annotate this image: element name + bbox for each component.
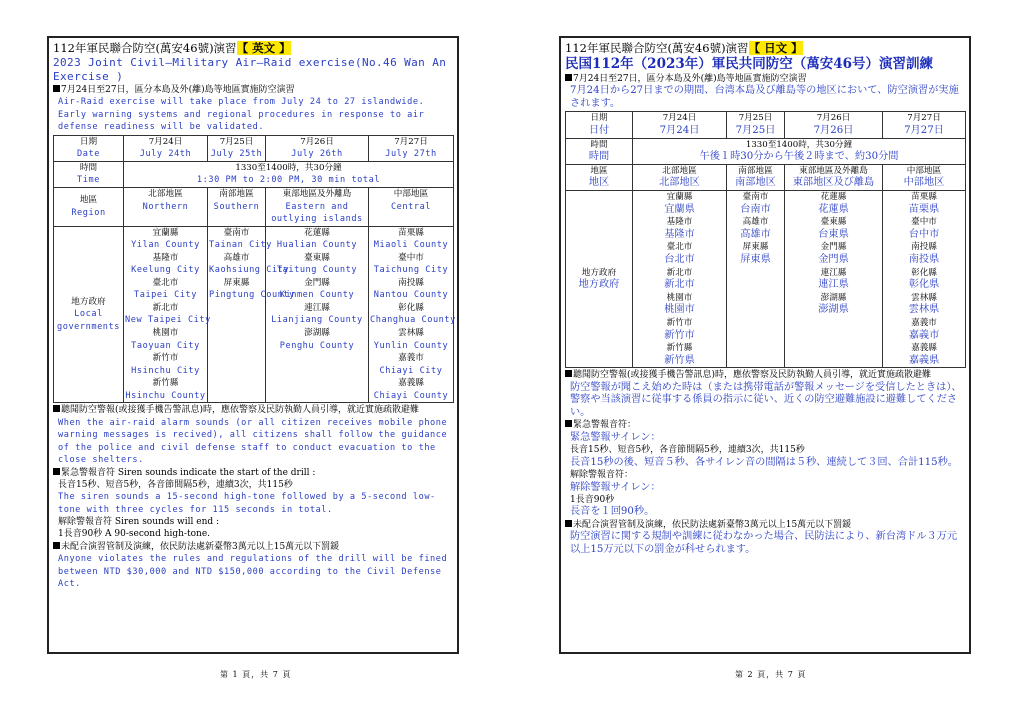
list-item: 屏東県 — [740, 254, 771, 266]
list-item: 台中市 — [908, 228, 940, 240]
list-item: Taoyuan City — [131, 340, 200, 351]
list-item: Taitung County — [276, 265, 358, 276]
date-cell: 7月25日 July 25th — [208, 135, 266, 161]
date-cell: 7月26日 7月26日 — [785, 112, 883, 138]
list-item: 彰化県 — [908, 279, 940, 291]
list-item: 連江縣 — [304, 302, 330, 313]
list-item: 高雄市 — [742, 217, 769, 228]
bullet-square-icon — [53, 405, 60, 412]
page-footer: 第 2 頁，共 7 頁 — [735, 670, 807, 679]
bullet-square-icon — [53, 85, 60, 92]
date-header: 日期 Date — [54, 135, 124, 161]
list-item: Lianjiang County — [271, 315, 363, 326]
region-cell: 北部地區 Northern — [124, 187, 208, 226]
list-item: 高雄市 — [740, 228, 771, 240]
list-item: 宜蘭県 — [664, 203, 695, 215]
period-section: 7月24日至27日，區分本島及外(離)島等地區實施防空演習 Air-Raid exercise will take place from July 24 to 27 islandwide. Early warning systems and regional procedures in response to air defense readiness will be validated. — [53, 84, 453, 134]
list-item: 台北市 — [664, 254, 695, 266]
page-title: 112年軍民聯合防空(萬安46號)演習【 英文 】 — [53, 41, 291, 55]
alarm-section: 聽聞防空警報(或接獲手機告警訊息)時，應依警察及民防執勤人員引導，就近實施疏散避難 When the air-raid alarm sounds (or all citizen receives mobile phone warning messages is recived), all citizens shall follow the guidance of the police and civil defense staff to conduct evacuation to the close shelters. — [53, 404, 453, 466]
language-tag: 【 英文 】 — [236, 41, 291, 55]
list-item: 新北市 — [152, 302, 179, 313]
list-item: 新竹縣 — [666, 343, 693, 354]
page-english — [47, 36, 459, 654]
list-item: 彰化縣 — [911, 267, 937, 278]
list-item: 桃園市 — [666, 292, 693, 303]
list-item: 新竹市 — [152, 353, 179, 364]
list-item: 連江縣 — [820, 267, 847, 278]
title-english: 2023 Joint Civil–Military Air–Raid exercise(No.46 Wan An Exercise ) — [53, 56, 447, 83]
list-item: 臺南市 — [223, 227, 250, 238]
list-item: 新竹縣 — [152, 378, 179, 389]
list-item: 雲林縣 — [911, 292, 937, 303]
list-item: 苗栗県 — [908, 203, 940, 215]
date-cell: 7月24日 July 24th — [124, 135, 208, 161]
list-item: 臺南市 — [742, 192, 769, 203]
page-footer: 第 1 頁，共 7 頁 — [220, 670, 292, 679]
list-item: Yilan County — [131, 240, 200, 251]
list-item: 連江県 — [818, 279, 849, 291]
bullet-square-icon — [53, 468, 60, 475]
list-item: 新竹市 — [664, 329, 695, 341]
region-cell: 東部地區及外離島 東部地区及び離島 — [785, 164, 883, 190]
list-item: 嘉義市 — [398, 353, 424, 364]
list-item: 澎湖縣 — [304, 327, 330, 338]
bullet-square-icon — [565, 74, 572, 81]
page-title: 112年軍民聯合防空(萬安46號)演習【 日文 】 — [565, 41, 803, 55]
list-item: 桃園市 — [664, 304, 695, 316]
list-item: Keelung City — [131, 265, 200, 276]
list-item: 基隆市 — [664, 228, 695, 240]
list-item: Tainan City — [209, 240, 272, 251]
date-cell: 7月27日 July 27th — [369, 135, 454, 161]
list-item: 臺東縣 — [820, 217, 847, 228]
date-cell: 7月26日 July 26th — [266, 135, 369, 161]
list-item: 新竹県 — [664, 354, 695, 366]
date-cell: 7月27日 7月27日 — [883, 112, 966, 138]
list-item: 南投縣 — [398, 277, 424, 288]
language-tag: 【 日文 】 — [748, 41, 803, 55]
list-item: Penghu County — [279, 340, 355, 351]
list-item: 臺東縣 — [304, 252, 330, 263]
central-list — [883, 191, 966, 368]
list-item: 臺北市 — [666, 242, 693, 253]
list-item: Taipei City — [134, 290, 197, 301]
gov-header: 地方政府 地方政府 — [566, 191, 633, 368]
siren-section: 緊急警報音符： 緊急警報サイレン： 長音15秒、短音5秒，各音節間隔5秒，連續3次，共115秒 長音15秒の後、短音５秒、各サイレン音の間隔は５秒、連続して３回、合計115秒。 解除警報音符： 解除警報サイレン： 1長音90秒 長音を１回90秒。 — [565, 419, 965, 519]
list-item: 花蓮縣 — [820, 192, 847, 203]
list-item: 台東県 — [818, 228, 849, 240]
list-item: 雲林県 — [908, 304, 940, 316]
period-section: 7月24日至27日，區分本島及外(離)島等地區實施防空演習 7月24日から27日までの期間、台湾本島及び離島等の地区において、防空演習が実施されます。 — [565, 73, 965, 110]
siren-section: 緊急警報音符 Siren sounds indicate the start of the drill : 長音15秒、短音5秒，各音節間隔5秒，連續3次，共115秒 The siren sounds a 15-second high-tone followed by a 5-second low-tone with three cycles for 115 seconds in total. 解除警報音符 Siren sounds will end : 1長音90秒 A 90-second high-tone. — [53, 467, 453, 541]
list-item: Nantou County — [373, 290, 449, 301]
bullet-square-icon — [565, 520, 572, 527]
list-item: 新竹市 — [666, 317, 693, 328]
list-item: Kaohsiung City — [209, 265, 290, 276]
list-item: 屏東縣 — [223, 277, 250, 288]
list-item: 新北市 — [664, 279, 695, 291]
list-item: 金門県 — [818, 254, 849, 266]
list-item: Miaoli County — [373, 240, 449, 251]
list-item: 澎湖県 — [818, 304, 849, 316]
south-list — [727, 191, 785, 368]
list-item: 嘉義縣 — [911, 343, 937, 354]
penalty-section: 未配合演習管制及演練，依民防法處新臺幣3萬元以上15萬元以下罰鍰 防空演習に関する規制や訓練に従わなかった場合、民防法により、新台湾ドル３万元以上15万元以下の罰金が科せられます。 — [565, 519, 965, 556]
list-item: 臺北市 — [152, 277, 179, 288]
east-list — [266, 226, 369, 403]
list-item: 花蓮縣 — [304, 227, 330, 238]
list-item: 南投縣 — [911, 242, 937, 253]
title-japanese: 民国112年（2023年）軍民共同防空（萬安46号）演習訓練 — [565, 56, 934, 72]
list-item: Hualian County — [276, 240, 358, 251]
list-item: 臺中市 — [911, 217, 937, 228]
time-cell: 1330至1400時，共30分鐘 1:30 PM to 2:00 PM, 30 min total — [124, 161, 454, 187]
bullet-square-icon — [53, 542, 60, 549]
schedule-table — [565, 111, 966, 368]
list-item: 臺中市 — [398, 252, 424, 263]
bullet-square-icon — [565, 370, 572, 377]
list-item: 苗栗縣 — [398, 227, 424, 238]
list-item: Taichung City — [373, 265, 449, 276]
list-item: Kinmen County — [279, 290, 355, 301]
list-item: 台南市 — [740, 203, 771, 215]
date-cell: 7月25日 7月25日 — [727, 112, 785, 138]
north-list — [124, 226, 211, 403]
region-header: 地區 Region — [54, 187, 124, 226]
list-item: Pingtung County — [209, 290, 295, 301]
date-header: 日期 日付 — [566, 112, 633, 138]
list-item: Hsinchu City — [131, 365, 200, 376]
list-item: Chiayi County — [373, 390, 449, 401]
list-item: 基隆市 — [152, 252, 179, 263]
list-item: 花蓮県 — [818, 203, 849, 215]
list-item: 桃園市 — [152, 327, 179, 338]
south-list — [208, 226, 295, 403]
region-cell: 中部地區 中部地区 — [883, 164, 966, 190]
east-list — [785, 191, 883, 368]
list-item: 嘉義市 — [911, 317, 937, 328]
list-item: 苗栗縣 — [911, 192, 937, 203]
central-list — [369, 226, 454, 403]
list-item: 金門縣 — [820, 242, 847, 253]
list-item: Yunlin County — [373, 340, 449, 351]
time-cell: 1330至1400時，共30分鐘 午後１時30分から午後２時まで、約30分間 — [633, 138, 966, 164]
list-item: 金門縣 — [304, 277, 330, 288]
list-item: 宜蘭縣 — [152, 227, 179, 238]
list-item: 宜蘭縣 — [666, 192, 693, 203]
list-item: 彰化縣 — [398, 302, 424, 313]
alarm-section: 聽聞防空警報(或接獲手機告警訊息)時，應依警察及民防執勤人員引導，就近實施疏散避難 防空警報が聞こえ始めた時は（または携帯電話が警報メッセージを受信したときは）、警察や当該演習に従事する係員の指示に従い、近くの防空避難施設に避難してください。 — [565, 369, 965, 419]
time-header: 時間 時間 — [566, 138, 633, 164]
list-item: 高雄市 — [223, 252, 250, 263]
list-item: Hsinchu County — [125, 390, 206, 401]
region-cell: 中部地區 Central — [369, 187, 454, 226]
region-cell: 南部地區 南部地区 — [727, 164, 785, 190]
region-header: 地區 地区 — [566, 164, 633, 190]
region-cell: 東部地區及外離島 Eastern and outlying islands — [266, 187, 369, 226]
list-item: 南投県 — [908, 254, 940, 266]
list-item: 嘉義市 — [908, 329, 940, 341]
region-cell: 北部地區 北部地区 — [633, 164, 727, 190]
bullet-square-icon — [565, 420, 572, 427]
date-cell: 7月24日 7月24日 — [633, 112, 727, 138]
gov-header: 地方政府 Local governments — [54, 226, 124, 403]
list-item: Chiayi City — [379, 365, 443, 376]
schedule-table — [53, 135, 454, 403]
list-item: 澎湖縣 — [820, 292, 847, 303]
page-japanese — [559, 36, 971, 654]
region-cell: 南部地區 Southern — [208, 187, 266, 226]
list-item: 嘉義県 — [908, 354, 940, 366]
list-item: Changhua County — [370, 315, 456, 326]
list-item: New Taipei City — [125, 315, 211, 326]
north-list — [633, 191, 727, 368]
list-item: 嘉義縣 — [398, 378, 424, 389]
list-item: 屏東縣 — [742, 242, 769, 253]
time-header: 時間 Time — [54, 161, 124, 187]
list-item: 雲林縣 — [398, 327, 424, 338]
list-item: 新北市 — [666, 267, 693, 278]
penalty-section: 未配合演習管制及演練，依民防法處新臺幣3萬元以上15萬元以下罰鍰 Anyone violates the rules and regulations of the drill will be fined between NTD $30,000 and NTD $150,000 according to the Civil Defense Act. — [53, 541, 453, 591]
list-item: 基隆市 — [666, 217, 693, 228]
